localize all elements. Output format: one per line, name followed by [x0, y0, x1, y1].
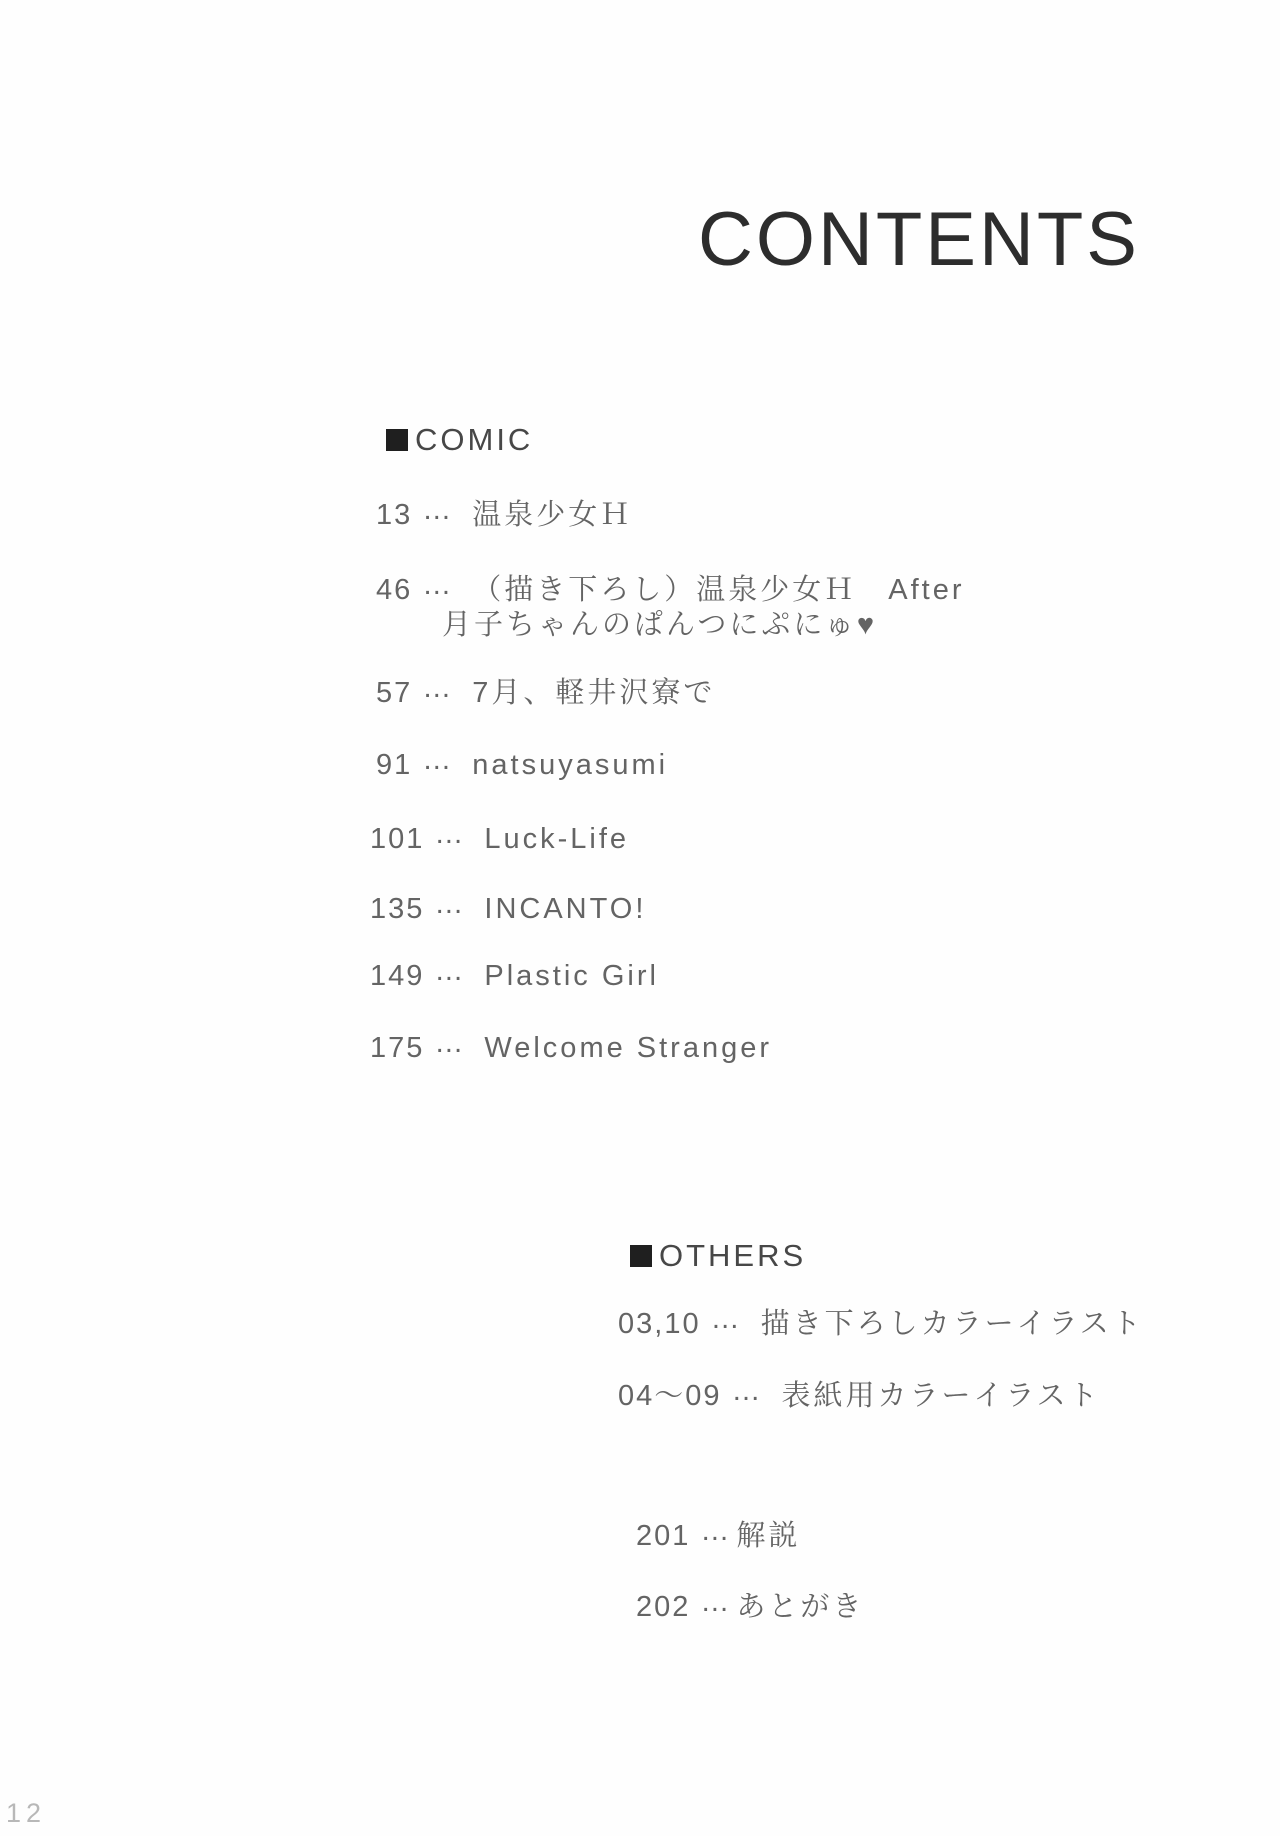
- section-header-others: [630, 1240, 806, 1271]
- entry-separator: …: [434, 818, 466, 850]
- toc-entry: [618, 1303, 1144, 1341]
- entry-title: あとがき: [736, 1591, 865, 1623]
- toc-entry: [636, 1586, 865, 1624]
- entry-page-number: 57: [376, 677, 413, 709]
- entry-separator: …: [700, 1586, 732, 1618]
- entry-separator: …: [422, 744, 454, 776]
- toc-entry: [370, 955, 659, 993]
- entry-separator: …: [710, 1303, 742, 1335]
- toc-entry: [370, 888, 647, 926]
- entry-title: 表紙用カラーイラスト: [781, 1380, 1101, 1412]
- entry-page-number: 46: [376, 574, 413, 606]
- entry-title: Luck-Life: [484, 823, 630, 855]
- section-header-comic: [386, 424, 533, 455]
- entry-title: （描き下ろし）温泉少女Ｈ After: [472, 574, 965, 606]
- entry-page-number: 175: [370, 1032, 425, 1064]
- section-label-others: OTHERS: [659, 1238, 807, 1273]
- black-square-icon: [630, 1245, 652, 1267]
- entry-separator: …: [422, 494, 454, 526]
- entry-page-number: 149: [370, 960, 425, 992]
- toc-entry: [376, 569, 965, 607]
- entry-title: Welcome Stranger: [484, 1032, 773, 1064]
- entry-page-number: 135: [370, 893, 425, 925]
- entry-page-number: 101: [370, 823, 425, 855]
- toc-entry: [376, 494, 633, 532]
- entry-title: INCANTO!: [484, 893, 647, 925]
- entry-separator: …: [422, 569, 454, 601]
- toc-entry: [376, 744, 669, 782]
- entry-page-number: 91: [376, 749, 413, 781]
- entry-title: 7月、軽井沢寮で: [472, 677, 716, 709]
- page-title: CONTENTS: [698, 197, 1140, 282]
- toc-entry: [376, 672, 716, 710]
- entry-separator: …: [700, 1515, 732, 1547]
- entry-separator: …: [434, 955, 466, 987]
- entry-page-number: 03,10: [618, 1308, 701, 1340]
- entry-separator: …: [434, 1027, 466, 1059]
- entry-page-number: 201: [636, 1520, 691, 1552]
- black-square-icon: [386, 429, 408, 451]
- entry-separator: …: [731, 1375, 763, 1407]
- toc-entry: [370, 818, 630, 856]
- entry-title: Plastic Girl: [484, 960, 659, 992]
- entry-page-number: 13: [376, 499, 413, 531]
- toc-entry: [636, 1515, 801, 1553]
- entry-page-number: 04～09: [618, 1380, 722, 1412]
- entry-title-continued: 月子ちゃんのぱんつにぷにゅ♥: [442, 609, 878, 641]
- entry-page-number: 202: [636, 1591, 691, 1623]
- toc-entry: [370, 1027, 773, 1065]
- section-label-comic: COMIC: [415, 422, 534, 457]
- toc-entry: [618, 1375, 1101, 1413]
- entry-title: natsuyasumi: [472, 749, 669, 781]
- entry-separator: …: [434, 888, 466, 920]
- entry-title: 描き下ろしカラーイラスト: [760, 1308, 1144, 1340]
- toc-entry-line2: [442, 609, 877, 642]
- page-number: 12: [6, 1798, 47, 1828]
- entry-title: 温泉少女Ｈ: [472, 499, 633, 531]
- entry-title: 解説: [736, 1520, 801, 1552]
- entry-separator: …: [422, 672, 454, 704]
